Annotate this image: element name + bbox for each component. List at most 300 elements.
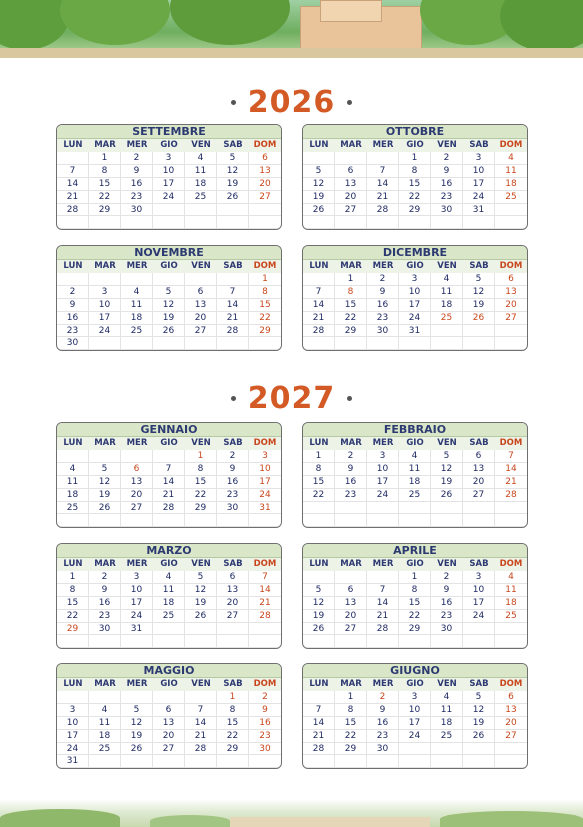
month-name: FEBBRAIO: [303, 423, 527, 437]
day-cell: 2: [431, 571, 463, 584]
day-cell: 8: [185, 463, 217, 476]
day-cell: 27: [495, 312, 527, 325]
day-cell: [335, 755, 367, 768]
day-cell: 28: [249, 610, 281, 623]
day-cell: [303, 514, 335, 527]
day-cell: 31: [249, 502, 281, 515]
weekday-label: DOM: [499, 140, 523, 150]
day-cell: 29: [249, 325, 281, 338]
day-cell: [495, 337, 527, 350]
day-cell: 9: [249, 704, 281, 717]
weekday-label: LUN: [309, 261, 329, 271]
day-cell: 22: [399, 191, 431, 204]
weekday-label: SAB: [223, 559, 243, 569]
day-cell: [249, 337, 281, 350]
weekday-label: DOM: [499, 679, 523, 689]
day-cell: [463, 514, 495, 527]
day-cell: [217, 337, 249, 350]
day-cell: 13: [249, 165, 281, 178]
day-cell: [463, 623, 495, 636]
month-giugno-2027: [302, 663, 528, 769]
month-name: SETTEMBRE: [57, 125, 281, 139]
day-grid: [303, 273, 527, 350]
day-cell: 29: [89, 204, 121, 217]
day-cell: 5: [121, 704, 153, 717]
day-cell: 30: [121, 204, 153, 217]
day-cell: 30: [57, 337, 89, 350]
month-novembre-2026: [56, 245, 282, 351]
day-cell: 17: [367, 476, 399, 489]
day-cell: 22: [185, 489, 217, 502]
day-cell: [367, 216, 399, 229]
day-cell: 13: [335, 178, 367, 191]
weekday-header: [57, 260, 281, 273]
day-cell: [303, 635, 335, 648]
weekday-label: GIO: [160, 261, 178, 271]
day-cell: [121, 755, 153, 768]
day-cell: [495, 623, 527, 636]
weekday-label: DOM: [253, 140, 277, 150]
day-grid: [57, 152, 281, 229]
day-cell: [185, 514, 217, 527]
day-cell: 16: [121, 178, 153, 191]
day-cell: 21: [367, 610, 399, 623]
day-cell: [121, 691, 153, 704]
day-cell: 4: [495, 152, 527, 165]
day-cell: [89, 273, 121, 286]
day-cell: [153, 204, 185, 217]
day-cell: 18: [399, 476, 431, 489]
month-maggio-2027: [56, 663, 282, 769]
day-cell: 8: [303, 463, 335, 476]
day-cell: 30: [367, 325, 399, 338]
day-cell: [153, 635, 185, 648]
day-cell: 16: [217, 476, 249, 489]
day-cell: 1: [57, 571, 89, 584]
day-cell: 27: [335, 204, 367, 217]
day-cell: 28: [217, 325, 249, 338]
month-name: DICEMBRE: [303, 246, 527, 260]
day-cell: [121, 216, 153, 229]
bullet-dot: [231, 100, 236, 105]
day-cell: [249, 635, 281, 648]
day-cell: 7: [217, 286, 249, 299]
weekday-label: VEN: [437, 679, 457, 689]
day-cell: 14: [217, 299, 249, 312]
day-cell: 2: [335, 450, 367, 463]
day-cell: 28: [57, 204, 89, 217]
day-cell: [249, 623, 281, 636]
weekday-label: MAR: [94, 261, 116, 271]
day-cell: 18: [495, 178, 527, 191]
day-cell: 24: [57, 743, 89, 756]
day-cell: [249, 216, 281, 229]
day-cell: 12: [303, 178, 335, 191]
day-cell: 27: [121, 502, 153, 515]
weekday-label: VEN: [437, 438, 457, 448]
day-cell: 25: [399, 489, 431, 502]
day-cell: 25: [153, 610, 185, 623]
day-cell: 17: [249, 476, 281, 489]
weekday-label: MER: [126, 261, 148, 271]
weekday-label: MER: [372, 261, 394, 271]
day-cell: 16: [367, 299, 399, 312]
day-cell: 10: [399, 286, 431, 299]
day-cell: 18: [89, 730, 121, 743]
day-cell: 6: [463, 450, 495, 463]
day-cell: 7: [185, 704, 217, 717]
day-cell: 19: [463, 299, 495, 312]
month-name: GENNAIO: [57, 423, 281, 437]
day-cell: [185, 623, 217, 636]
day-cell: [335, 571, 367, 584]
day-grid: [57, 450, 281, 527]
day-cell: 21: [185, 730, 217, 743]
day-cell: 28: [303, 743, 335, 756]
day-cell: 19: [303, 191, 335, 204]
weekday-label: SAB: [223, 140, 243, 150]
bullet-dot: [347, 396, 352, 401]
day-cell: 31: [57, 755, 89, 768]
day-cell: 19: [185, 597, 217, 610]
day-cell: 10: [463, 584, 495, 597]
day-cell: 2: [217, 450, 249, 463]
weekday-label: MER: [126, 140, 148, 150]
weekday-label: SAB: [223, 438, 243, 448]
weekday-header: [303, 678, 527, 691]
day-cell: [249, 755, 281, 768]
day-cell: 4: [153, 571, 185, 584]
day-cell: [57, 514, 89, 527]
day-cell: 8: [399, 165, 431, 178]
day-cell: 12: [303, 597, 335, 610]
day-cell: 23: [367, 312, 399, 325]
day-cell: 15: [217, 717, 249, 730]
weekday-header: [57, 437, 281, 450]
weekday-label: DOM: [253, 438, 277, 448]
day-cell: [495, 216, 527, 229]
day-cell: [399, 755, 431, 768]
day-cell: 21: [153, 489, 185, 502]
day-cell: [399, 743, 431, 756]
day-cell: 15: [57, 597, 89, 610]
day-cell: [121, 337, 153, 350]
day-cell: [153, 514, 185, 527]
day-cell: 5: [431, 450, 463, 463]
weekday-header: [303, 260, 527, 273]
weekday-label: MAR: [340, 559, 362, 569]
weekday-label: DOM: [253, 679, 277, 689]
day-cell: 15: [399, 597, 431, 610]
day-cell: [89, 635, 121, 648]
day-cell: [217, 623, 249, 636]
month-ottobre-2026: [302, 124, 528, 230]
day-cell: 6: [185, 286, 217, 299]
weekday-label: DOM: [499, 438, 523, 448]
day-cell: 6: [335, 584, 367, 597]
weekday-header: [57, 678, 281, 691]
day-cell: [399, 635, 431, 648]
weekday-label: DOM: [253, 559, 277, 569]
day-cell: [495, 743, 527, 756]
day-cell: 9: [367, 286, 399, 299]
day-cell: 5: [463, 691, 495, 704]
bullet-dot: [231, 396, 236, 401]
day-cell: 19: [463, 717, 495, 730]
day-cell: [463, 743, 495, 756]
month-febbraio-2027: [302, 422, 528, 528]
bottom-banner-illustration: [0, 799, 583, 827]
day-cell: 16: [335, 476, 367, 489]
day-cell: 2: [121, 152, 153, 165]
day-cell: 9: [57, 299, 89, 312]
day-cell: 9: [89, 584, 121, 597]
day-cell: 7: [303, 704, 335, 717]
weekday-label: SAB: [469, 261, 489, 271]
day-cell: [217, 755, 249, 768]
weekday-label: MAR: [94, 438, 116, 448]
day-cell: 25: [89, 743, 121, 756]
day-cell: 11: [57, 476, 89, 489]
day-cell: 18: [431, 717, 463, 730]
day-cell: 3: [249, 450, 281, 463]
day-cell: [121, 450, 153, 463]
day-cell: 7: [303, 286, 335, 299]
day-cell: 14: [153, 476, 185, 489]
day-cell: 25: [121, 325, 153, 338]
day-cell: 15: [89, 178, 121, 191]
day-cell: 22: [335, 730, 367, 743]
day-cell: 20: [495, 299, 527, 312]
day-cell: 18: [57, 489, 89, 502]
day-cell: 5: [89, 463, 121, 476]
day-cell: 14: [303, 299, 335, 312]
weekday-label: MAR: [340, 438, 362, 448]
day-cell: 24: [249, 489, 281, 502]
day-cell: 24: [399, 312, 431, 325]
weekday-label: GIO: [406, 140, 424, 150]
day-cell: 11: [399, 463, 431, 476]
day-cell: 28: [185, 743, 217, 756]
weekday-label: MAR: [94, 140, 116, 150]
day-cell: 2: [367, 691, 399, 704]
day-cell: [463, 337, 495, 350]
day-cell: 14: [367, 178, 399, 191]
day-cell: [399, 502, 431, 515]
day-cell: 27: [495, 730, 527, 743]
day-cell: 25: [495, 191, 527, 204]
day-cell: 26: [185, 610, 217, 623]
weekday-label: GIO: [160, 559, 178, 569]
day-cell: [495, 502, 527, 515]
day-cell: [495, 325, 527, 338]
day-cell: [367, 571, 399, 584]
day-cell: [217, 216, 249, 229]
day-cell: [57, 152, 89, 165]
day-cell: [153, 216, 185, 229]
day-cell: 11: [431, 704, 463, 717]
weekday-label: LUN: [309, 559, 329, 569]
bullet-dot: [347, 100, 352, 105]
weekday-label: SAB: [469, 679, 489, 689]
day-cell: 4: [89, 704, 121, 717]
day-grid: [303, 571, 527, 648]
day-cell: [153, 755, 185, 768]
day-cell: 21: [57, 191, 89, 204]
day-cell: 8: [335, 704, 367, 717]
weekday-label: VEN: [191, 679, 211, 689]
day-cell: 23: [335, 489, 367, 502]
day-cell: 18: [185, 178, 217, 191]
day-cell: 25: [431, 730, 463, 743]
weekday-label: VEN: [191, 559, 211, 569]
day-cell: 20: [335, 191, 367, 204]
day-cell: [185, 216, 217, 229]
day-cell: 14: [303, 717, 335, 730]
month-aprile-2027: [302, 543, 528, 649]
day-cell: 19: [153, 312, 185, 325]
day-cell: 5: [303, 165, 335, 178]
day-cell: [89, 691, 121, 704]
day-cell: 4: [399, 450, 431, 463]
day-cell: [57, 691, 89, 704]
day-cell: [431, 325, 463, 338]
day-cell: [217, 273, 249, 286]
day-cell: 17: [121, 597, 153, 610]
day-cell: [431, 743, 463, 756]
day-cell: 12: [463, 286, 495, 299]
day-cell: [431, 337, 463, 350]
day-cell: 26: [431, 489, 463, 502]
day-cell: 21: [367, 191, 399, 204]
day-cell: 19: [89, 489, 121, 502]
day-cell: [335, 514, 367, 527]
day-cell: 28: [367, 623, 399, 636]
day-cell: 1: [303, 450, 335, 463]
day-cell: [121, 273, 153, 286]
day-cell: 3: [367, 450, 399, 463]
weekday-label: VEN: [191, 438, 211, 448]
weekday-label: MAR: [340, 679, 362, 689]
day-grid: [57, 273, 281, 350]
day-cell: 5: [185, 571, 217, 584]
day-cell: [463, 755, 495, 768]
day-cell: 14: [249, 584, 281, 597]
day-cell: [495, 635, 527, 648]
weekday-label: SAB: [223, 261, 243, 271]
day-cell: [335, 152, 367, 165]
weekday-label: SAB: [223, 679, 243, 689]
day-cell: 30: [367, 743, 399, 756]
day-cell: 29: [399, 623, 431, 636]
day-cell: 27: [153, 743, 185, 756]
day-cell: 24: [463, 610, 495, 623]
day-cell: 10: [367, 463, 399, 476]
day-cell: 21: [303, 730, 335, 743]
day-cell: 13: [153, 717, 185, 730]
day-cell: [303, 273, 335, 286]
weekday-label: GIO: [160, 140, 178, 150]
day-cell: [153, 450, 185, 463]
day-cell: 11: [185, 165, 217, 178]
day-cell: 20: [121, 489, 153, 502]
day-cell: [185, 204, 217, 217]
weekday-label: LUN: [63, 140, 83, 150]
month-marzo-2027: [56, 543, 282, 649]
weekday-header: [57, 558, 281, 571]
day-cell: 3: [399, 273, 431, 286]
year-title: 2027: [247, 381, 336, 416]
day-cell: [121, 514, 153, 527]
day-cell: 24: [367, 489, 399, 502]
day-cell: 1: [399, 571, 431, 584]
weekday-label: MAR: [94, 679, 116, 689]
day-cell: [303, 152, 335, 165]
day-cell: 28: [367, 204, 399, 217]
day-cell: [89, 450, 121, 463]
day-cell: [367, 514, 399, 527]
day-cell: 8: [335, 286, 367, 299]
day-cell: 30: [431, 623, 463, 636]
day-cell: 20: [463, 476, 495, 489]
day-cell: 27: [185, 325, 217, 338]
day-cell: [367, 755, 399, 768]
day-cell: 25: [431, 312, 463, 325]
day-cell: 8: [249, 286, 281, 299]
year-title: 2026: [247, 85, 336, 120]
day-cell: [399, 514, 431, 527]
day-cell: 20: [153, 730, 185, 743]
day-cell: 15: [335, 299, 367, 312]
weekday-label: LUN: [63, 261, 83, 271]
day-cell: [431, 216, 463, 229]
weekday-header: [303, 437, 527, 450]
day-cell: 5: [217, 152, 249, 165]
weekday-label: VEN: [437, 140, 457, 150]
day-cell: 22: [89, 191, 121, 204]
day-cell: 30: [89, 623, 121, 636]
day-cell: 27: [463, 489, 495, 502]
day-cell: [185, 635, 217, 648]
weekday-label: MAR: [340, 140, 362, 150]
day-cell: 13: [217, 584, 249, 597]
weekday-label: MER: [372, 438, 394, 448]
day-cell: 8: [217, 704, 249, 717]
day-cell: [303, 571, 335, 584]
day-cell: 13: [495, 704, 527, 717]
month-name: MAGGIO: [57, 664, 281, 678]
day-cell: 10: [249, 463, 281, 476]
day-cell: 18: [153, 597, 185, 610]
day-cell: 23: [121, 191, 153, 204]
day-cell: 6: [335, 165, 367, 178]
day-cell: [153, 337, 185, 350]
day-cell: 9: [217, 463, 249, 476]
day-cell: 11: [495, 584, 527, 597]
day-cell: [335, 635, 367, 648]
weekday-label: VEN: [437, 559, 457, 569]
day-cell: 23: [431, 610, 463, 623]
weekday-header: [303, 139, 527, 152]
day-cell: 10: [57, 717, 89, 730]
weekday-label: GIO: [406, 438, 424, 448]
day-cell: 19: [121, 730, 153, 743]
day-cell: 10: [399, 704, 431, 717]
day-cell: 17: [399, 299, 431, 312]
day-cell: [367, 152, 399, 165]
day-cell: [463, 325, 495, 338]
day-cell: [303, 337, 335, 350]
